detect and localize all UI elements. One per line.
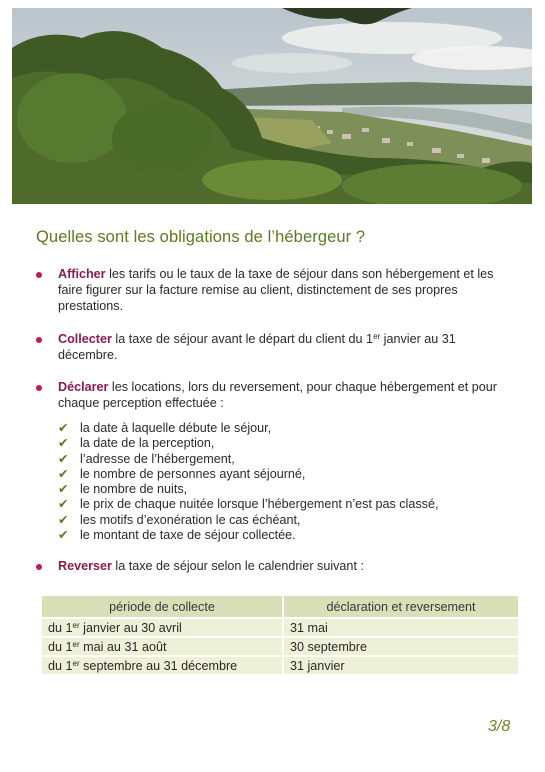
check-icon: ✔ xyxy=(58,451,69,466)
bullet-icon xyxy=(36,337,42,343)
checklist-item: ✔ le nombre de nuits, xyxy=(58,482,188,497)
check-icon: ✔ xyxy=(58,528,69,543)
period-cell: du 1er mai au 31 août xyxy=(42,638,282,655)
checklist-item: ✔ les motifs d’exonération le cas échéant, xyxy=(58,512,301,527)
obligation-keyword: Déclarer xyxy=(58,380,109,394)
table-row xyxy=(42,638,518,655)
declaration-checklist xyxy=(58,421,518,543)
obligation-text: la taxe de séjour selon le calendrier suivant : xyxy=(111,559,364,573)
bullet-icon xyxy=(36,564,42,570)
deadline-cell: 30 septembre xyxy=(284,638,518,655)
obligation-reverser xyxy=(36,558,516,574)
page-number: 3/8 xyxy=(488,718,511,735)
check-icon: ✔ xyxy=(58,512,69,527)
check-icon: ✔ xyxy=(58,466,69,481)
section-heading: Quelles sont les obligations de l’hébergeur ? xyxy=(36,228,366,246)
checklist-item: ✔ le prix de chaque nuitée lorsque l’hébergement n’est pas classé, xyxy=(58,497,439,512)
obligation-text-end: janvier au 31 décembre. xyxy=(58,332,456,362)
table-row xyxy=(42,619,518,636)
obligation-afficher xyxy=(36,266,516,314)
check-icon: ✔ xyxy=(58,421,69,435)
obligation-text: les locations, lors du reversement, pour chaque hébergement et pour chaque perception effectuée : xyxy=(58,380,497,410)
landscape-image xyxy=(12,8,532,204)
obligation-keyword: Afficher xyxy=(58,267,106,281)
calendar-table xyxy=(40,594,520,676)
obligation-declarer xyxy=(36,379,516,411)
checklist-item: ✔ le montant de taxe de séjour collectée. xyxy=(58,528,296,543)
table-row xyxy=(42,657,518,674)
obligation-text: les tarifs ou le taux de la taxe de séjour dans son hébergement et les faire figurer sur la facture remise au client, distinctement de ses propres prestations. xyxy=(58,267,494,313)
checklist-item: ✔ la date de la perception, xyxy=(58,436,215,451)
column-header-declaration: déclaration et reversement xyxy=(284,596,518,617)
column-header-period: période de collecte xyxy=(42,596,282,617)
check-icon: ✔ xyxy=(58,482,69,497)
obligation-keyword: Collecter xyxy=(58,332,112,346)
obligation-collecter xyxy=(36,331,516,363)
deadline-cell: 31 janvier xyxy=(284,657,518,674)
checklist-item: ✔ l’adresse de l’hébergement, xyxy=(58,451,235,466)
ordinal-superscript: er xyxy=(373,332,381,341)
checklist-item: ✔ le nombre de personnes ayant séjourné, xyxy=(58,466,306,481)
bullet-icon xyxy=(36,385,42,391)
table-header-row xyxy=(42,596,518,617)
check-icon: ✔ xyxy=(58,497,69,512)
obligation-keyword: Reverser xyxy=(58,559,112,573)
period-cell: du 1er janvier au 30 avril xyxy=(42,619,282,636)
bullet-icon xyxy=(36,272,42,278)
deadline-cell: 31 mai xyxy=(284,619,518,636)
period-cell: du 1er septembre au 31 décembre xyxy=(42,657,282,674)
checklist-item: ✔ la date à laquelle débute le séjour, xyxy=(58,421,272,435)
check-icon: ✔ xyxy=(58,436,69,451)
header-photo xyxy=(12,8,532,204)
obligation-text: la taxe de séjour avant le départ du client du 1 xyxy=(111,332,374,346)
